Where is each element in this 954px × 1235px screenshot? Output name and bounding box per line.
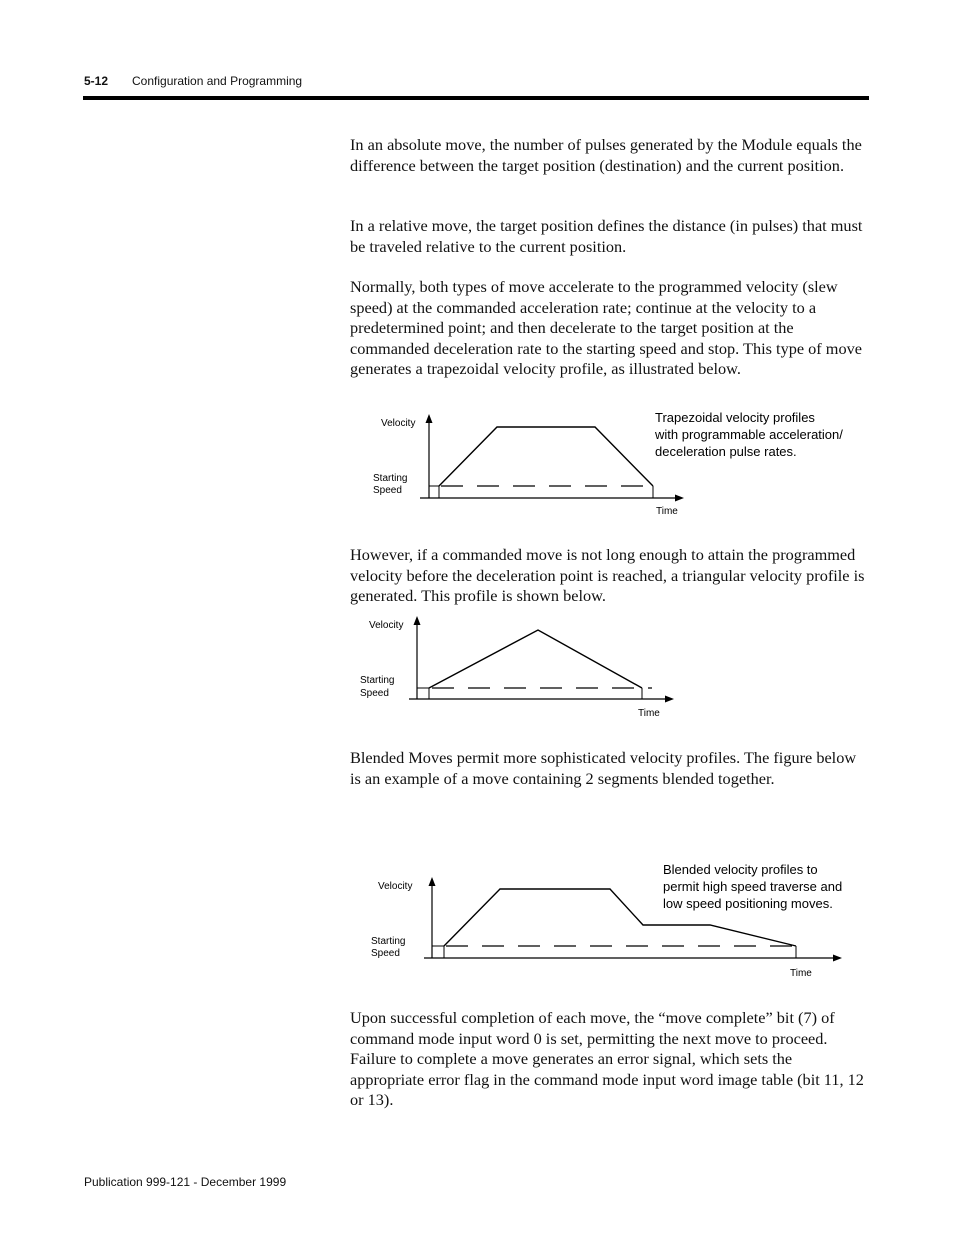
page-number: 5-12	[84, 74, 109, 88]
velocity-axis	[414, 616, 421, 699]
figure-blended-profile	[340, 855, 870, 980]
header-rule	[83, 96, 869, 100]
caption-line-3: low speed positioning moves.	[663, 896, 833, 911]
caption-line-2: permit high speed traverse and	[663, 879, 843, 894]
publication-footer: Publication 999-121 - December 1999	[84, 1175, 287, 1189]
time-axis	[424, 955, 842, 962]
section-title: Configuration and Programming	[132, 74, 303, 88]
start-marker	[432, 946, 444, 958]
figure-triangular-profile	[340, 610, 690, 720]
velocity-label: Velocity	[369, 620, 404, 631]
time-label: Time	[790, 968, 812, 979]
time-label: Time	[638, 708, 660, 719]
velocity-label: Velocity	[381, 418, 416, 429]
trapezoid-profile-line	[439, 427, 653, 486]
starting-label: Starting	[373, 473, 408, 484]
paragraph-blended: Blended Moves permit more sophisticated velocity profiles. The figure below is an example of a move containing 2 segments blended together.	[350, 748, 857, 788]
paragraph-triangular: However, if a commanded move is not long enough to attain the programmed velocity before the deceleration point is reached, a triangular velocity profile is generated. This profile is shown below.	[350, 545, 865, 605]
paragraph-trapezoidal: Normally, both types of move accelerate to the programmed velocity (slew speed) at the commanded acceleration rate; continue at the velocity to a predetermined point; and then decelerate to the target position at the commanded deceleration rate to the starting speed and stop. This type of move generates a trapezoidal velocity profile, as illustrated below.	[350, 277, 862, 378]
time-axis	[420, 495, 684, 502]
start-marker	[429, 486, 439, 498]
paragraph-relative-move: In a relative move, the target position defines the distance (in pulses) that must be traveled relative to the current position.	[350, 216, 863, 256]
time-label: Time	[656, 506, 678, 517]
starting-label: Starting	[360, 675, 395, 686]
velocity-axis	[426, 414, 433, 498]
speed-label: Speed	[371, 948, 400, 959]
time-axis	[409, 696, 674, 703]
speed-label: Speed	[360, 688, 389, 699]
starting-label: Starting	[371, 936, 406, 947]
velocity-label: Velocity	[378, 881, 413, 892]
caption-line-1: Trapezoidal velocity profiles	[655, 410, 815, 425]
caption-line-2: with programmable acceleration/	[655, 427, 843, 442]
paragraph-absolute-move: In an absolute move, the number of pulses generated by the Module equals the difference between the target position (destination) and the current position.	[350, 135, 862, 175]
caption-line-1: Blended velocity profiles to	[663, 862, 818, 877]
figure-trapezoidal-profile	[340, 405, 870, 520]
paragraph-move-complete: Upon successful completion of each move, the “move complete” bit (7) of command mode input word 0 is set, permitting the next move to proceed. Failure to complete a move generates an error signal, which sets the appropriate error flag in the command mode input word image table (bit 11, 12 or 13).	[350, 1008, 864, 1109]
speed-label: Speed	[373, 485, 402, 496]
caption-line-3: deceleration pulse rates.	[655, 444, 797, 459]
start-marker	[417, 688, 429, 699]
triangle-profile-line	[429, 630, 642, 688]
